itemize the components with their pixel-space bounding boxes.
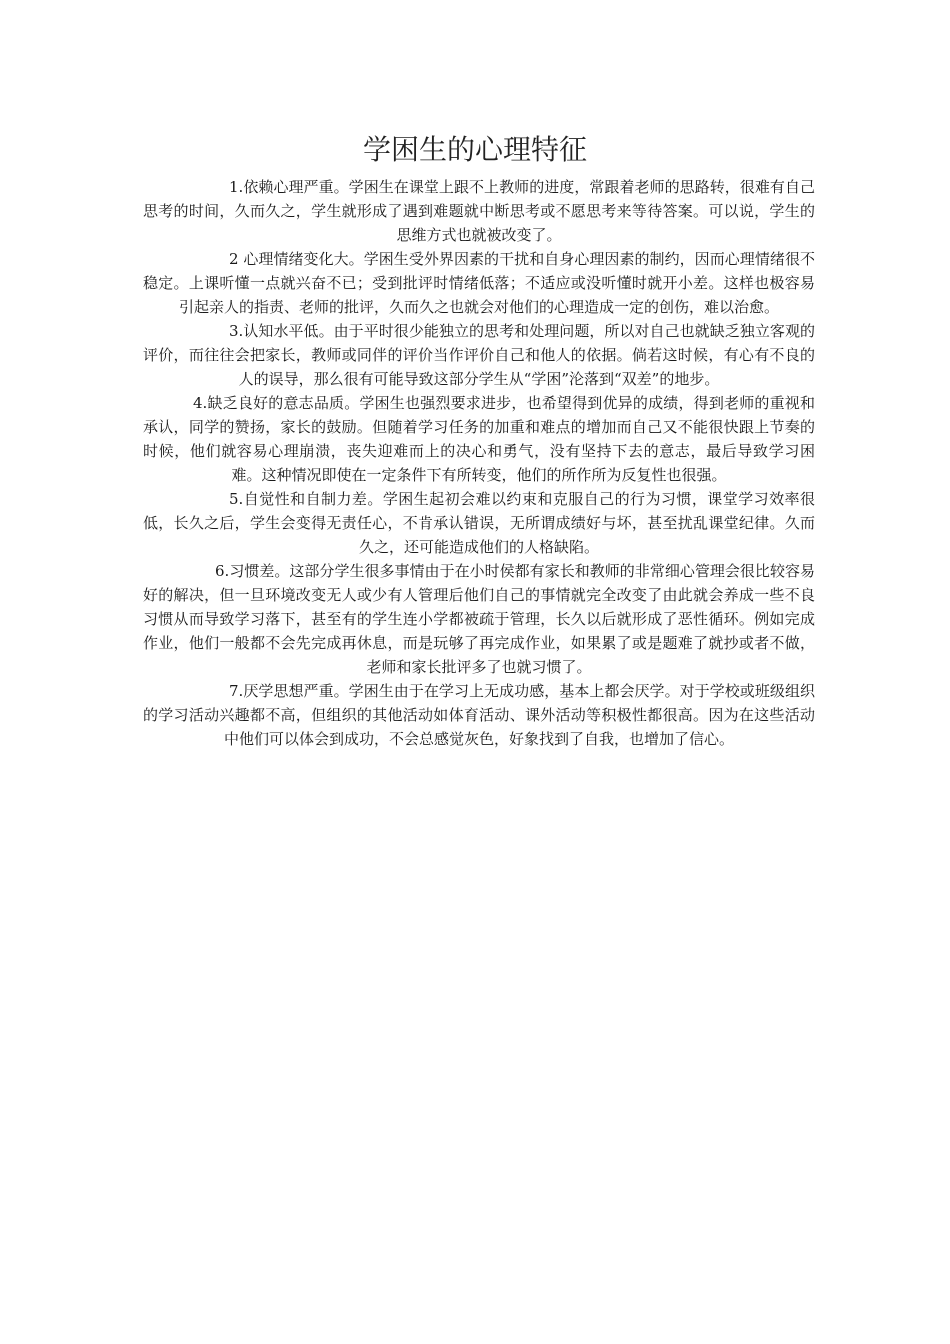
paragraph-2: 2 心理情绪变化大。学困生受外界因素的干扰和自身心理因素的制约，因而心理情绪很不稳定。上课听懂一点就兴奋不已；受到批评时情绪低落；不适应或没听懂时就开小差。这样也极容易引起亲人的指责、老师的批评，久而久之也就会对他们的心理造成一定的创伤，难以治愈。 <box>143 250 815 316</box>
paragraph-3: 3.认知水平低。由于平时很少能独立的思考和处理问题，所以对自己也就缺乏独立客观的评价，而往往会把家长，教师或同伴的评价当作评价自己和他人的依据。倘若这时候，有心有不良的人的误导，那么很有可能导致这部分学生从“学困”沦落到“双差”的地步。 <box>143 322 815 388</box>
paragraph-7: 7.厌学思想严重。学困生由于在学习上无成功感，基本上都会厌学。对于学校或班级组织的学习活动兴趣都不高，但组织的其他活动如体育活动、课外活动等积极性都很高。因为在这些活动中他们可以体会到成功，不会总感觉灰色，好象找到了自我，也增加了信心。 <box>143 682 815 748</box>
paragraph-6: 6.习惯差。这部分学生很多事情由于在小时侯都有家长和教师的非常细心管理会很比较容易好的解决，但一旦环境改变无人或少有人管理后他们自己的事情就完全改变了由此就会养成一些不良习惯从而导致学习落下，甚至有的学生连小学都被疏于管理，长久以后就形成了恶性循环。例如完成作业，他们一般都不会先完成再休息，而是玩够了再完成作业，如果累了或是题难了就抄或者不做，老师和家长批评多了也就习惯了。 <box>143 562 815 676</box>
paragraph-5: 5.自觉性和自制力差。学困生起初会难以约束和克服自己的行为习惯，课堂学习效率很低，长久之后，学生会变得无责任心，不肯承认错误，无所谓成绩好与坏，甚至扰乱课堂纪律。久而久之，还可能造成他们的人格缺陷。 <box>143 490 815 556</box>
document-body <box>143 175 815 751</box>
paragraph-4: 4.缺乏良好的意志品质。学困生也强烈要求进步，也希望得到优异的成绩，得到老师的重视和承认，同学的赞扬，家长的鼓励。但随着学习任务的加重和难点的增加而自己又不能很快跟上节奏的时候，他们就容易心理崩溃，丧失迎难而上的决心和勇气，没有坚持下去的意志，最后导致学习困难。这种情况即使在一定条件下有所转变，他们的所作所为反复性也很强。 <box>143 394 815 484</box>
paragraph-1: 1.依赖心理严重。学困生在课堂上跟不上教师的进度，常跟着老师的思路转，很难有自己思考的时间，久而久之，学生就形成了遇到难题就中断思考或不愿思考来等待答案。可以说，学生的思维方式也就被改变了。 <box>143 178 815 244</box>
document-title: 学困生的心理特征 <box>362 133 587 166</box>
